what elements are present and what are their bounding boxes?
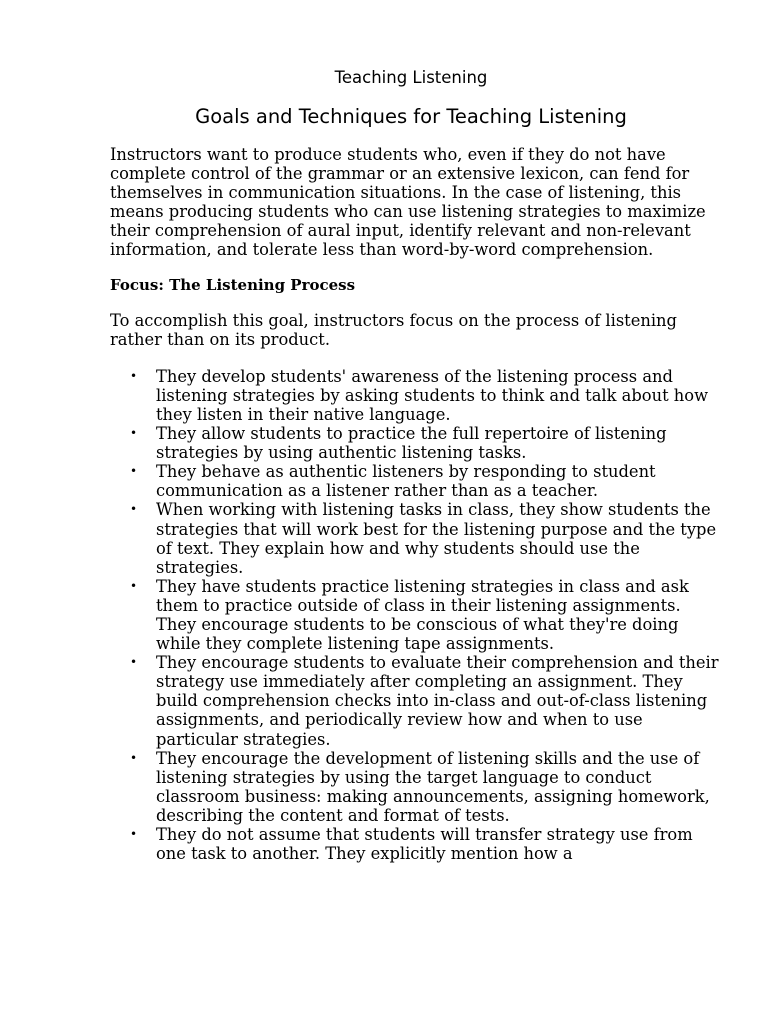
page-title: Goals and Techniques for Teaching Listening: [195, 105, 627, 128]
list-item-text: They allow students to practice the full repertoire of listening strategies by using authentic listening tasks.: [156, 424, 667, 463]
bullet-icon: •: [130, 368, 138, 383]
running-title: Teaching Listening: [334, 68, 488, 87]
bullet-icon: •: [130, 750, 138, 765]
list-item: [110, 653, 720, 748]
list-item: [110, 462, 720, 500]
bullet-icon: •: [130, 827, 138, 841]
bullet-icon: •: [130, 578, 138, 593]
list-item-text: When working with listening tasks in class, they show students the strategies that will work best for the listening purpose and the type of text. They explain how and why students should use the strategies.: [156, 500, 717, 577]
bullet-list: [110, 367, 720, 863]
intro-paragraph: Instructors want to produce students who, even if they do not have complete control of the grammar or an extensive lexicon, can fend for themselves in communication situations. In the case of listening, this means producing students who can use listening strategies to maximize their comprehension of aural input, identify relevant and non-relevant information, and tolerate less than word-by-word comprehension.: [110, 145, 706, 260]
process-paragraph: To accomplish this goal, instructors focus on the process of listening rather than on its product.: [110, 310, 677, 349]
bullet-icon: •: [130, 655, 138, 670]
list-item-text: They develop students' awareness of the listening process and listening strategies by asking students to think and talk about how they listen in their native language.: [156, 366, 709, 424]
document-body: [110, 145, 720, 863]
bullet-icon: •: [130, 502, 138, 517]
list-item: [110, 577, 720, 653]
bullet-icon: •: [130, 426, 138, 441]
list-item: [110, 749, 720, 825]
list-item-text: They encourage the development of listening skills and the use of listening strategies by using the target language to conduct classroom business: making announcements, assigning homework, describing the content and format of tests.: [156, 748, 710, 825]
list-item-text: They behave as authentic listeners by responding to student communication as a listener rather than as a teacher.: [156, 462, 656, 501]
list-item: [110, 367, 720, 424]
list-item: [110, 825, 720, 863]
list-item: [110, 500, 720, 576]
list-item-text: They have students practice listening strategies in class and ask them to practice outside of class in their listening assignments. They encourage students to be conscious of what they're doing while they complete listening tape assignments.: [156, 576, 689, 654]
list-item-text: They do not assume that students will transfer strategy use from one task to another. They explicitly mention how a: [156, 825, 693, 864]
list-item: [110, 424, 720, 462]
bullet-icon: •: [130, 464, 138, 479]
list-item-text: They encourage students to evaluate their comprehension and their strategy use immediately after completing an assignment. They build comprehension checks into in-class and out-of-class listening assignments, and periodically review how and when to use particular strategies.: [156, 653, 719, 749]
section-heading: Focus: The Listening Process: [110, 275, 356, 294]
